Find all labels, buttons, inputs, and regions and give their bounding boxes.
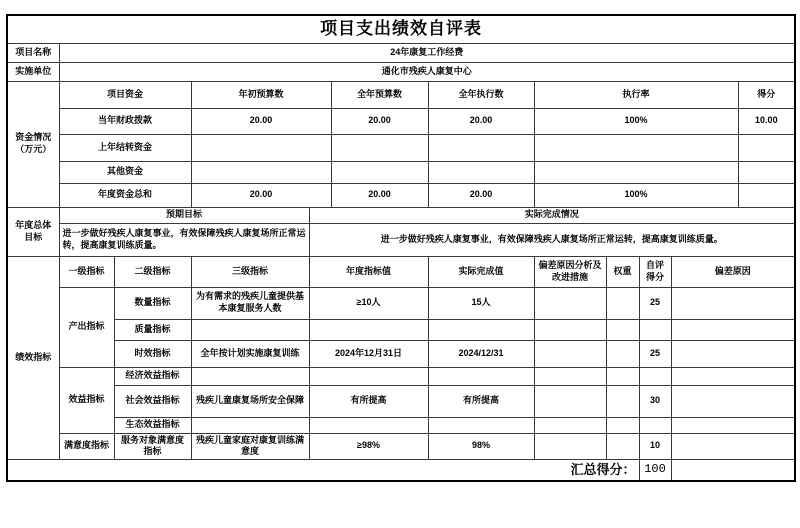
funds-row-name: 上年结转资金 — [59, 134, 191, 161]
ind-header-level2: 二级指标 — [114, 256, 191, 287]
ind-target: 有所提高 — [309, 385, 428, 417]
ind-target — [309, 417, 428, 433]
ind-target — [309, 367, 428, 385]
ind-deviation-analysis — [534, 433, 606, 459]
ind-header-level3: 三级指标 — [191, 256, 309, 287]
funds-cell-annual: 20.00 — [331, 108, 428, 134]
funds-cell-begin: 20.00 — [191, 108, 331, 134]
page-title: 项目支出绩效自评表 — [7, 15, 795, 43]
funds-cell-begin — [191, 134, 331, 161]
ind-actual: 有所提高 — [428, 385, 534, 417]
goal-section-label: 年度总体目标 — [7, 207, 59, 256]
ind-level2: 经济效益指标 — [114, 367, 191, 385]
ind-level3: 残疾儿童家庭对康复训练满意度 — [191, 433, 309, 459]
funds-cell-score — [738, 134, 795, 161]
goal-expected-text: 进一步做好残疾人康复事业，有效保障残疾人康复场所正常运转，提高康复训练质量。 — [59, 223, 309, 256]
ind-deviation-reason — [671, 417, 795, 433]
funds-row-name: 年度资金总和 — [59, 183, 191, 207]
funds-header-name: 项目资金 — [59, 81, 191, 108]
ind-deviation-reason — [671, 367, 795, 385]
ind-self-score: 25 — [639, 340, 671, 367]
funds-cell-begin: 20.00 — [191, 183, 331, 207]
ind-header-deviation-analysis: 偏差原因分析及改进措施 — [534, 256, 606, 287]
summary-empty-cell — [671, 459, 795, 481]
ind-weight — [606, 367, 639, 385]
funds-cell-score: 10.00 — [738, 108, 795, 134]
funds-header-row — [7, 81, 795, 108]
implement-unit-value: 通化市残疾人康复中心 — [59, 62, 795, 81]
funds-cell-rate: 100% — [534, 183, 738, 207]
performance-table — [6, 14, 796, 482]
ind-level2: 质量指标 — [114, 319, 191, 340]
ind-level1-output: 产出指标 — [59, 287, 114, 367]
ind-actual — [428, 417, 534, 433]
ind-deviation-analysis — [534, 417, 606, 433]
funds-row-other — [7, 161, 795, 183]
ind-self-score: 30 — [639, 385, 671, 417]
ind-deviation-reason — [671, 340, 795, 367]
funds-cell-score — [738, 183, 795, 207]
ind-level2: 社会效益指标 — [114, 385, 191, 417]
project-name-value: 24年康复工作经费 — [59, 43, 795, 62]
goal-actual-header: 实际完成情况 — [309, 207, 795, 223]
ind-actual — [428, 367, 534, 385]
funds-cell-annual — [331, 134, 428, 161]
ind-self-score: 10 — [639, 433, 671, 459]
ind-level3 — [191, 319, 309, 340]
ind-level1-benefit: 效益指标 — [59, 367, 114, 433]
ind-weight — [606, 385, 639, 417]
ind-level2: 数量指标 — [114, 287, 191, 319]
ind-row-quality — [7, 319, 795, 340]
ind-actual: 2024/12/31 — [428, 340, 534, 367]
funds-cell-executed: 20.00 — [428, 108, 534, 134]
funds-cell-rate — [534, 161, 738, 183]
funds-header-annual-budget: 全年预算数 — [331, 81, 428, 108]
goal-text-row — [7, 223, 795, 256]
funds-header-begin-budget: 年初预算数 — [191, 81, 331, 108]
ind-weight — [606, 340, 639, 367]
funds-row-carryover — [7, 134, 795, 161]
ind-deviation-reason — [671, 433, 795, 459]
summary-label: 汇总得分： — [7, 459, 639, 481]
funds-cell-rate: 100% — [534, 108, 738, 134]
ind-deviation-analysis — [534, 385, 606, 417]
funds-row-name: 其他资金 — [59, 161, 191, 183]
ind-level2: 时效指标 — [114, 340, 191, 367]
implement-unit-label: 实施单位 — [7, 62, 59, 81]
ind-level2: 生态效益指标 — [114, 417, 191, 433]
ind-header-weight: 权重 — [606, 256, 639, 287]
ind-deviation-reason — [671, 385, 795, 417]
funds-section-label: 资金情况（万元） — [7, 81, 59, 207]
ind-row-timeliness — [7, 340, 795, 367]
ind-header-deviation-reason: 偏差原因 — [671, 256, 795, 287]
ind-weight — [606, 287, 639, 319]
ind-row-economic — [7, 367, 795, 385]
goal-actual-text: 进一步做好残疾人康复事业，有效保障残疾人康复场所正常运转，提高康复训练质量。 — [309, 223, 795, 256]
ind-level1-satisfaction: 满意度指标 — [59, 433, 114, 459]
ind-header-level1: 一级指标 — [59, 256, 114, 287]
funds-row-name: 当年财政拨款 — [59, 108, 191, 134]
project-name-label: 项目名称 — [7, 43, 59, 62]
summary-score: 100 — [639, 459, 671, 481]
funds-cell-executed: 20.00 — [428, 183, 534, 207]
implement-unit-row — [7, 62, 795, 81]
funds-header-rate: 执行率 — [534, 81, 738, 108]
ind-weight — [606, 319, 639, 340]
ind-actual — [428, 319, 534, 340]
ind-level3: 残疾儿童康复场所安全保障 — [191, 385, 309, 417]
ind-self-score: 25 — [639, 287, 671, 319]
funds-header-score: 得分 — [738, 81, 795, 108]
ind-row-ecological — [7, 417, 795, 433]
ind-weight — [606, 433, 639, 459]
funds-cell-rate — [534, 134, 738, 161]
funds-cell-executed — [428, 134, 534, 161]
ind-level3: 全年按计划实施康复训练 — [191, 340, 309, 367]
funds-row-total — [7, 183, 795, 207]
funds-cell-begin — [191, 161, 331, 183]
ind-header-actual: 实际完成值 — [428, 256, 534, 287]
ind-deviation-analysis — [534, 287, 606, 319]
funds-cell-score — [738, 161, 795, 183]
ind-target: ≥10人 — [309, 287, 428, 319]
funds-cell-executed — [428, 161, 534, 183]
indicators-section-label: 绩效指标 — [7, 256, 59, 459]
funds-row-fiscal — [7, 108, 795, 134]
ind-actual: 15人 — [428, 287, 534, 319]
funds-cell-annual: 20.00 — [331, 183, 428, 207]
ind-deviation-analysis — [534, 319, 606, 340]
ind-self-score — [639, 319, 671, 340]
ind-header-self-score: 自评得分 — [639, 256, 671, 287]
ind-row-quantity — [7, 287, 795, 319]
summary-row — [7, 459, 795, 481]
ind-target: ≥98% — [309, 433, 428, 459]
ind-deviation-reason — [671, 319, 795, 340]
ind-actual: 98% — [428, 433, 534, 459]
ind-level3 — [191, 417, 309, 433]
ind-target: 2024年12月31日 — [309, 340, 428, 367]
ind-deviation-reason — [671, 287, 795, 319]
ind-self-score — [639, 417, 671, 433]
project-name-row — [7, 43, 795, 62]
goal-header-row — [7, 207, 795, 223]
ind-level3 — [191, 367, 309, 385]
ind-row-satisfaction — [7, 433, 795, 459]
ind-row-social — [7, 385, 795, 417]
ind-level3: 为有需求的残疾儿童提供基本康复服务人数 — [191, 287, 309, 319]
ind-header-target: 年度指标值 — [309, 256, 428, 287]
funds-header-executed: 全年执行数 — [428, 81, 534, 108]
ind-level2: 服务对象满意度指标 — [114, 433, 191, 459]
title-row — [7, 15, 795, 43]
ind-deviation-analysis — [534, 340, 606, 367]
ind-weight — [606, 417, 639, 433]
funds-cell-annual — [331, 161, 428, 183]
indicators-header-row — [7, 256, 795, 287]
goal-expected-header: 预期目标 — [59, 207, 309, 223]
ind-self-score — [639, 367, 671, 385]
ind-target — [309, 319, 428, 340]
ind-deviation-analysis — [534, 367, 606, 385]
